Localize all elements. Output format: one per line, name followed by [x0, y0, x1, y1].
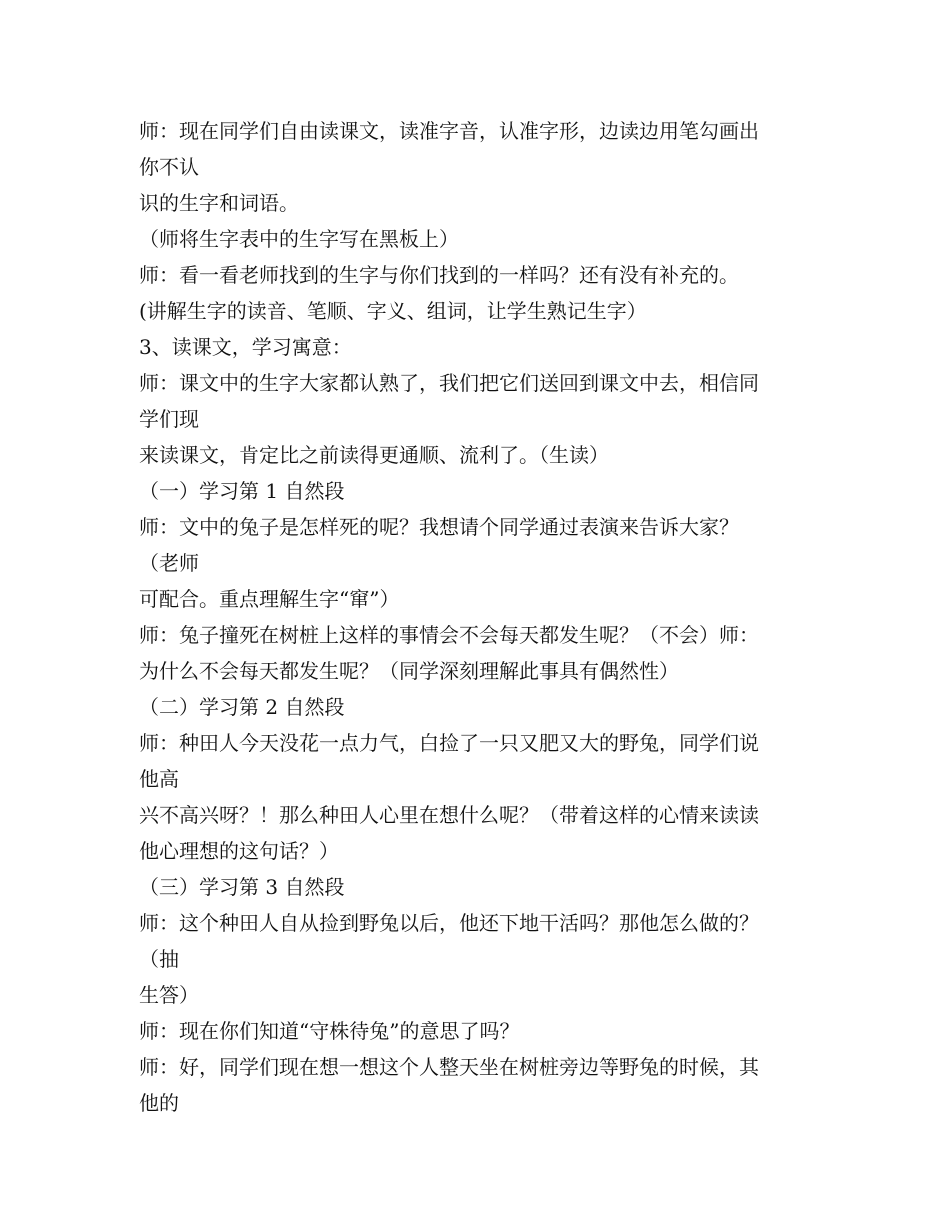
text-line: （师将生字表中的生字写在黑板上）	[139, 227, 459, 251]
text-line: 师：文中的兔子是怎样死的呢？我想请个同学通过表演来告诉大家？	[139, 515, 739, 539]
text-line: （抽	[139, 947, 179, 971]
text-line: 师：课文中的生字大家都认熟了，我们把它们送回到课文中去，相信同	[139, 371, 759, 395]
subsection-heading: （二）学习第 2 自然段	[139, 695, 345, 719]
document-body	[139, 113, 829, 1121]
subsection-heading: （三）学习第 3 自然段	[139, 875, 345, 899]
text-line: 可配合。重点理解生字“窜”）	[139, 587, 400, 611]
text-line: 师：这个种田人自从捡到野兔以后，他还下地干活吗？那他怎么做的？	[139, 911, 759, 935]
text-line: 学们现	[139, 407, 199, 431]
subsection-heading: （一）学习第 1 自然段	[139, 479, 345, 503]
text-line: 为什么不会每天都发生呢？（同学深刻理解此事具有偶然性）	[139, 659, 679, 683]
text-line: 他心理想的这句话？）	[139, 839, 339, 863]
text-line: 兴不高兴呀？！那么种田人心里在想什么呢？（带着这样的心情来读读	[139, 803, 759, 827]
text-line: 师：好，同学们现在想一想这个人整天坐在树桩旁边等野兔的时候，其	[139, 1055, 759, 1079]
text-line: (讲解生字的读音、笔顺、字义、组词，让学生熟记生字）	[139, 299, 647, 323]
text-line: 师：现在你们知道“守株待兔”的意思了吗？	[139, 1019, 520, 1043]
text-line: 师：看一看老师找到的生字与你们找到的一样吗？还有没有补充的。	[139, 263, 739, 287]
text-line: 识的生字和词语。	[139, 191, 299, 215]
text-line: （老师	[139, 551, 199, 575]
text-line: 生答）	[139, 983, 199, 1007]
section-heading: 3、读课文，学习寓意：	[139, 335, 352, 359]
text-line: 师：兔子撞死在树桩上这样的事情会不会每天都发生呢？（不会）师：	[139, 623, 759, 647]
text-line: 师：现在同学们自由读课文，读准字音，认准字形，边读边用笔勾画出	[139, 119, 759, 143]
text-line: 来读课文，肯定比之前读得更通顺、流利了。（生读）	[139, 443, 609, 467]
text-line: 他的	[139, 1091, 179, 1115]
text-line: 他高	[139, 767, 179, 791]
text-line: 你不认	[139, 155, 199, 179]
text-line: 师：种田人今天没花一点力气，白捡了一只又肥又大的野兔，同学们说	[139, 731, 759, 755]
